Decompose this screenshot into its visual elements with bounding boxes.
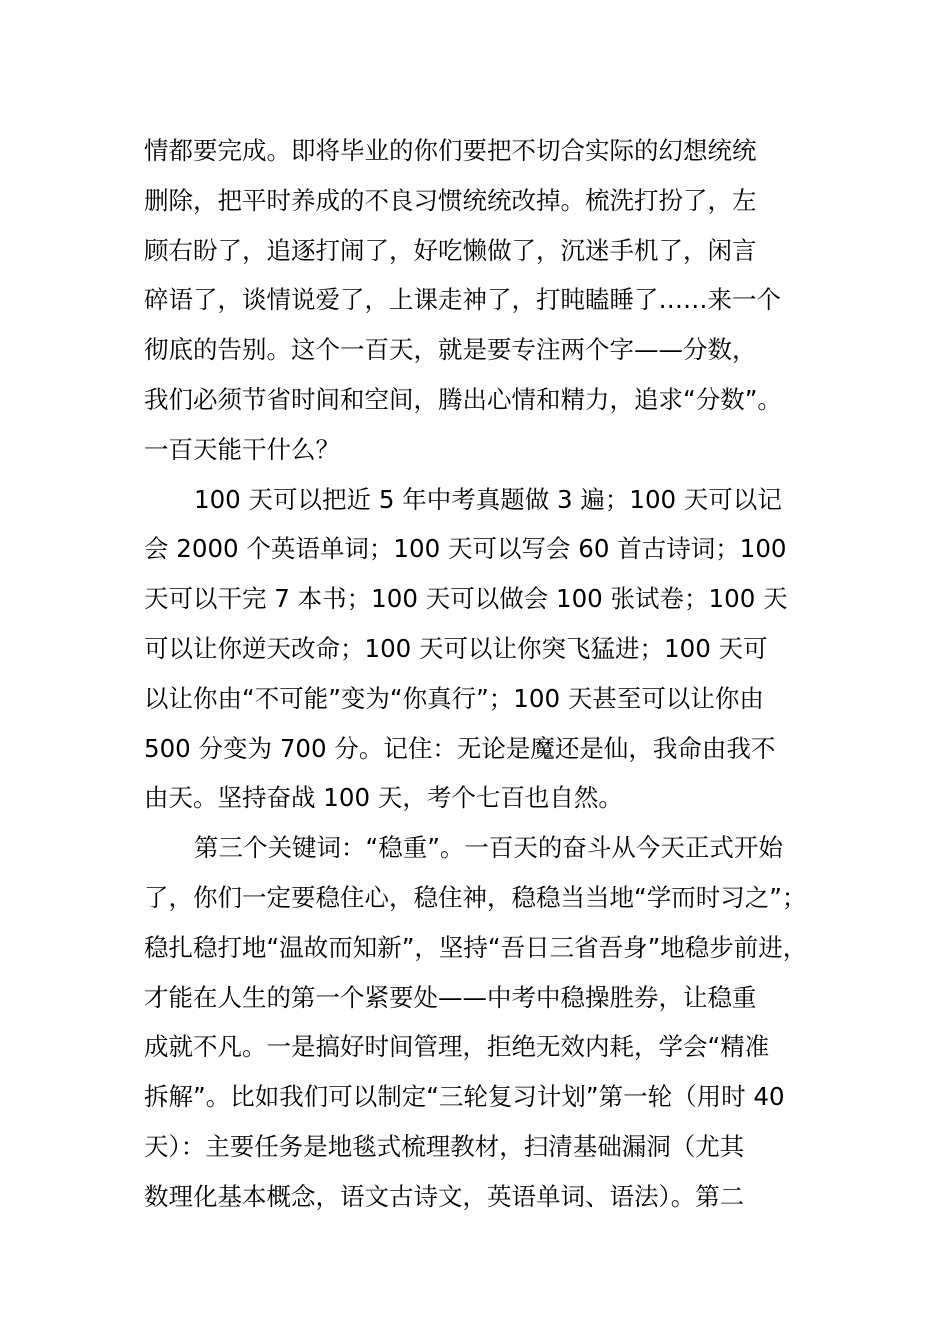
text-line: 情都要完成。即将毕业的你们要把不切合实际的幻想统统	[144, 136, 757, 165]
text-line: 拆解”。比如我们可以制定“三轮复习计划”第一轮（用时 40	[144, 1082, 785, 1112]
text-line: 碎语了，谈情说爱了，上课走神了，打盹瞌睡了……来一个	[144, 285, 781, 315]
text-line: 了，你们一定要稳住心，稳住神，稳稳当当地“学而时习之”；	[144, 882, 807, 912]
text-line: 才能在人生的第一个紧要处——中考中稳操胜券，让稳重	[144, 982, 757, 1012]
text-line: 以让你由“不可能”变为“你真行”；100 天甚至可以让你由	[144, 683, 764, 713]
text-line: 一百天能干什么？	[144, 434, 340, 464]
text-line: 删除，把平时养成的不良习惯统统改掉。梳洗打扮了，左	[144, 185, 757, 215]
text-line: 天）：主要任务是地毯式梳理教材，扫清基础漏洞（尤其	[144, 1131, 745, 1161]
text-line: 可以让你逆天改命；100 天可以让你突飞猛进；100 天可	[144, 633, 768, 663]
text-line: 顾右盼了，追逐打闹了，好吃懒做了，沉迷手机了，闲言	[144, 235, 757, 265]
text-line: 成就不凡。一是搞好时间管理，拒绝无效内耗，学会“精准	[144, 1032, 770, 1062]
text-line: 稳扎稳打地“温故而知新”，坚持“吾日三省吾身”地稳步前进，	[144, 932, 808, 962]
text-line: 数理化基本概念，语文古诗文，英语单词、语法）。第二	[144, 1181, 745, 1211]
text-line: 500 分变为 700 分。记住：无论是魔还是仙，我命由我不	[144, 733, 776, 763]
paragraph-start-line: 第三个关键词：“稳重”。一百天的奋斗从今天正式开始	[194, 833, 783, 863]
text-line: 彻底的告别。这个一百天，就是要专注两个字——分数，	[144, 335, 757, 365]
text-line: 我们必须节省时间和空间，腾出心情和精力，追求“分数”。	[144, 384, 782, 414]
body-text	[144, 126, 824, 1222]
text-line: 会 2000 个英语单词；100 天可以写会 60 首古诗词；100	[144, 534, 787, 564]
text-line: 天可以干完 7 本书；100 天可以做会 100 张试卷；100 天	[144, 584, 788, 614]
text-line: 由天。坚持奋战 100 天，考个七百也自然。	[144, 783, 623, 813]
paragraph-start-line: 100 天可以把近 5 年中考真题做 3 遍；100 天可以记	[194, 484, 782, 514]
